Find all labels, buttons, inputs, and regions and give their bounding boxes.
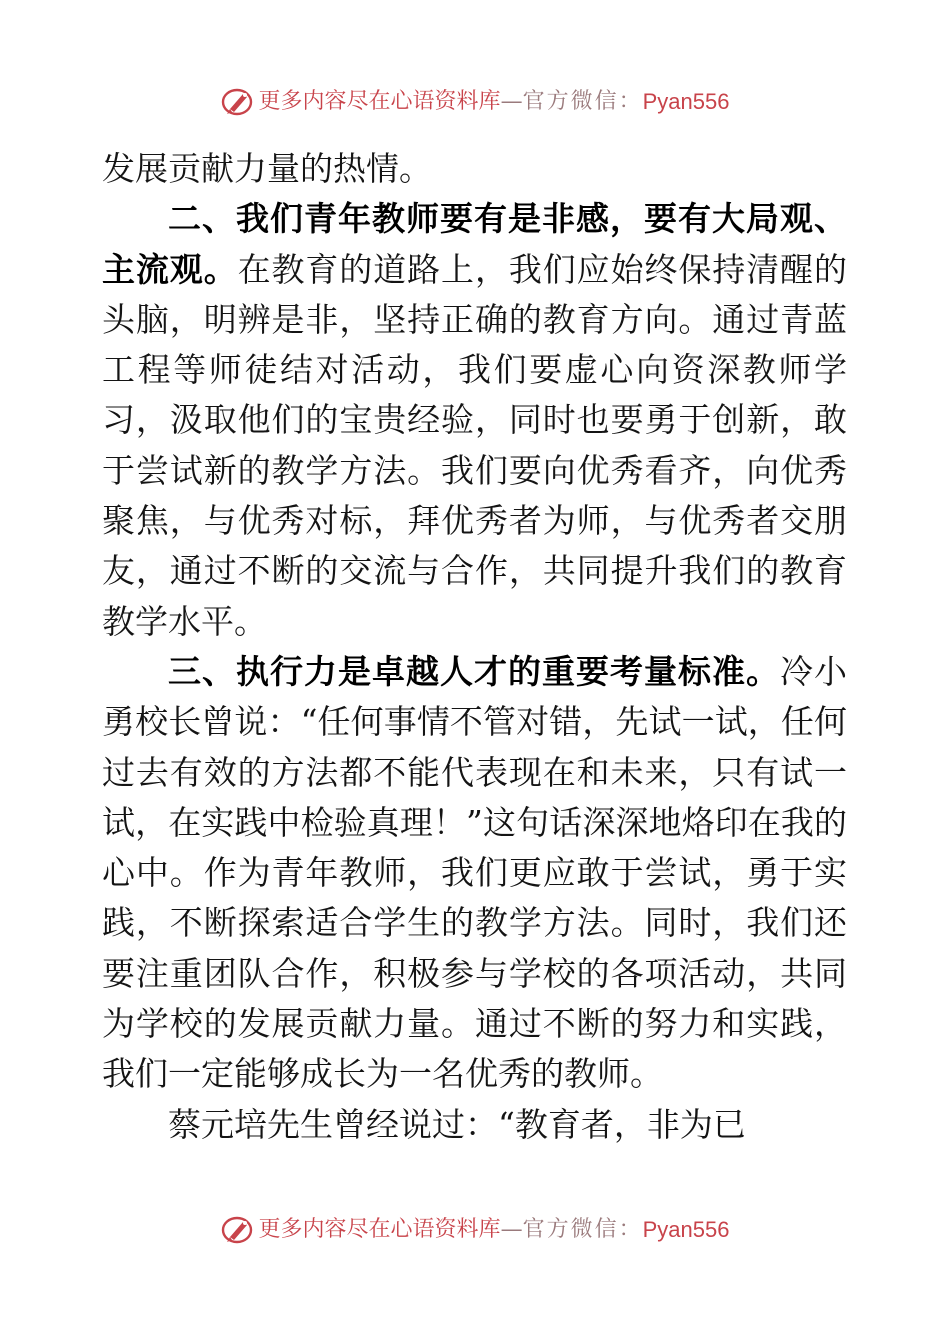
watermark-wechat-id: Pyan556 [642,89,730,114]
paragraph-text: 冷小勇校长曾说：“任何事情不管对错，先试一试，任何过去有效的方法都不能代表现在和未来，只有试一试，在实践中检验真理！”这句话深深地烙印在我的心中。作为青年教师，我们更应敢于尝试，勇于实践，不断探索适合学生的教学方法。同时，我们还要注重团队合作，积极参与学校的各项活动，共同为学校的发展贡献力量。通过不断的努力和实践，我们一定能够成长为一名优秀的教师。 [102,651,847,1094]
watermark-wechat-id: Pyan556 [642,1217,730,1242]
watermark-site-name: 更多内容尽在心语资料库 [258,89,501,114]
header-watermark [0,86,950,118]
watermark-separator: — [500,89,523,114]
paragraph-text: 蔡元培先生曾经说过：“教育者，非为已 [168,1104,746,1144]
paragraph-continuation [102,144,847,194]
paragraph-text: 在教育的道路上，我们应始终保持清醒的头脑，明辨是非，坚持正确的教育方向。通过青蓝工程等师徒结对活动，我们要虚心向资深教师学习，汲取他们的宝贵经验，同时也要勇于创新，敢于尝试新的教学方法。我们要向优秀看齐，向优秀聚焦，与优秀对标，拜优秀者为师，与优秀者交朋友，通过不断的交流与合作，共同提升我们的教育教学水平。 [102,249,848,641]
watermark-wechat-label: 官方微信： [522,89,643,114]
section-heading: 三、执行力是卓越人才的重要考量标准。 [168,651,780,691]
footer-watermark [0,1214,950,1246]
pen-nib-logo-icon [221,1215,255,1245]
document-body [102,144,847,1150]
watermark-separator: — [500,1217,523,1242]
paragraph-section-two [102,194,847,647]
paragraph-text: 发展贡献力量的热情。 [102,149,432,188]
watermark-site-name: 更多内容尽在心语资料库 [258,1217,501,1242]
section-heading: 二、我们青年教师要有是非感，要有大局观、主流观。 [102,199,847,289]
watermark-wechat-label: 官方微信： [522,1217,643,1242]
paragraph-section-three [102,647,847,1100]
pen-nib-logo-icon [221,87,255,117]
paragraph-quote-start [102,1100,847,1150]
